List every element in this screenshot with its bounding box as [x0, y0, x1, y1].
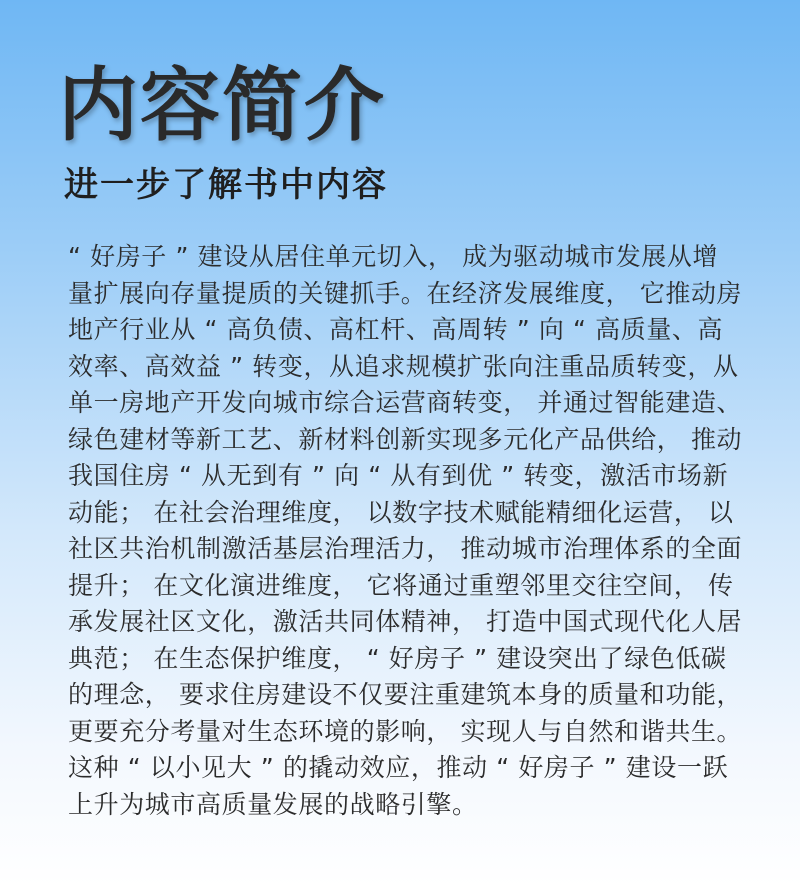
paragraph-line: 单一房地产开发向城市综合运营商转变， 并通过智能建造、	[68, 388, 743, 417]
paragraph-line: “ 好房子 ” 建设从居住单元切入， 成为驱动城市发展从增	[68, 242, 719, 271]
paragraph-line: 的理念， 要求住房建设不仅要注重建筑本身的质量和功能，	[68, 680, 743, 709]
paragraph-line: 地产行业从 “ 高负债、高杠杆、高周转 ” 向 “ 高质量、高	[68, 315, 724, 344]
body-paragraph	[68, 239, 748, 823]
paragraph-line: 承发展社区文化，激活共同体精神， 打造中国式现代化人居	[68, 607, 743, 636]
paragraph-line: 我国住房 “ 从无到有 ” 向 “ 从有到优 ” 转变，激活市场新	[68, 461, 729, 490]
paragraph-line: 更要充分考量对生态环境的影响， 实现人与自然和谐共生。	[68, 716, 743, 746]
paragraph-line: 量扩展向存量提质的关键抓手。在经济发展维度， 它推动房	[68, 278, 743, 308]
page-title: 内容简介	[58, 59, 386, 152]
paragraph-line: 绿色建材等新工艺、新材料创新实现多元化产品供给， 推动	[68, 424, 743, 454]
paragraph-line: 社区共治机制激活基层治理活力， 推动城市治理体系的全面	[68, 534, 743, 563]
paragraph-line: 上升为城市高质量发展的战略引擎。	[68, 789, 478, 819]
paragraph-line: 动能； 在社会治理维度， 以数字技术赋能精细化运营， 以	[68, 497, 734, 527]
paragraph-line: 这种 “ 以小见大 ” 的撬动效应，推动 “ 好房子 ” 建设一跃	[68, 753, 729, 782]
paragraph-line: 效率、高效益 ” 转变，从追求规模扩张向注重品质转变，从	[68, 351, 739, 381]
paragraph-line: 提升； 在文化演进维度， 它将通过重塑邻里交往空间， 传	[68, 570, 734, 600]
page-subtitle: 进一步了解书中内容	[64, 165, 388, 205]
paragraph-line: 典范； 在生态保护维度， “ 好房子 ” 建设突出了绿色低碳	[68, 643, 727, 673]
